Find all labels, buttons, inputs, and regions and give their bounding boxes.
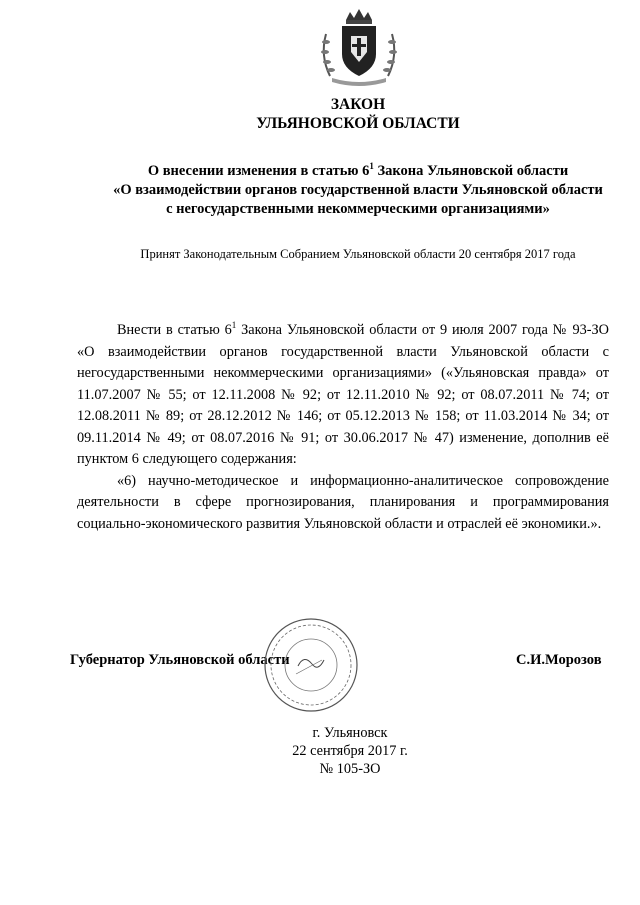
footer-city: г. Ульяновск (312, 725, 388, 741)
body-paragraph-1-end: Закона Ульяновской области от 9 июля 2007 года № 93-ЗО «О взаимодействии органов государственной власти Ульяновской области с негосударственными некоммерческими организациями» («Ульяновская правда» от 11.07.2007 № 55; от 12.11.2008 № 92; от 12.11.2010 № 92; от 08.07.2011 № 74; от 12.08.2011 № 89; от 28.12.2012 № 146; от 05.12.2013 № 158; от 11.03.2014 № 34; от 09.11.2014 № 49; от 08.07.2016 № 91; от 30.06.2017 № 47) изменение, дополнив её пунктом 6 следующего содержания: (77, 322, 609, 467)
subject-line-1 (0, 162, 640, 181)
body-paragraph-1 (77, 320, 609, 471)
official-stamp (262, 616, 360, 714)
signatory-position: Губернатор Ульяновской области (70, 652, 290, 668)
subject-line-3: с негосударственными некоммерческими организациями» (166, 201, 550, 217)
subject-line-1-end: Закона Ульяновской области (373, 163, 569, 179)
footer-number: № 105-ЗО (319, 761, 381, 777)
coat-of-arms-emblem (316, 6, 402, 88)
region-title: УЛЬЯНОВСКОЙ ОБЛАСТИ (256, 115, 460, 132)
body-article-superscript: 1 (231, 320, 237, 331)
footer-block (0, 724, 640, 778)
subject-line-1-start: О внесении изменения в статью 6 (147, 163, 370, 179)
subject-line-2: «О взаимодействии органов государственной власти Ульяновской области (113, 182, 603, 198)
law-body (77, 320, 609, 535)
body-paragraph-2: «6) научно-методическое и информационно-аналитическое сопровождение деятельности в сфере прогнозирования, планирования и программирования социально-экономического развития Ульяновской области и отраслей её экономики.». (77, 472, 609, 532)
footer-date: 22 сентября 2017 г. (292, 743, 408, 759)
signatory-name: С.И.Морозов (516, 652, 602, 668)
subject-article-superscript: 1 (369, 161, 374, 172)
body-paragraph-1-start: Внести в статью 6 (117, 322, 232, 338)
doc-type-title: ЗАКОН (330, 96, 386, 113)
accepted-note: Принят Законодательным Собранием Ульяновской области 20 сентября 2017 года (140, 247, 576, 261)
